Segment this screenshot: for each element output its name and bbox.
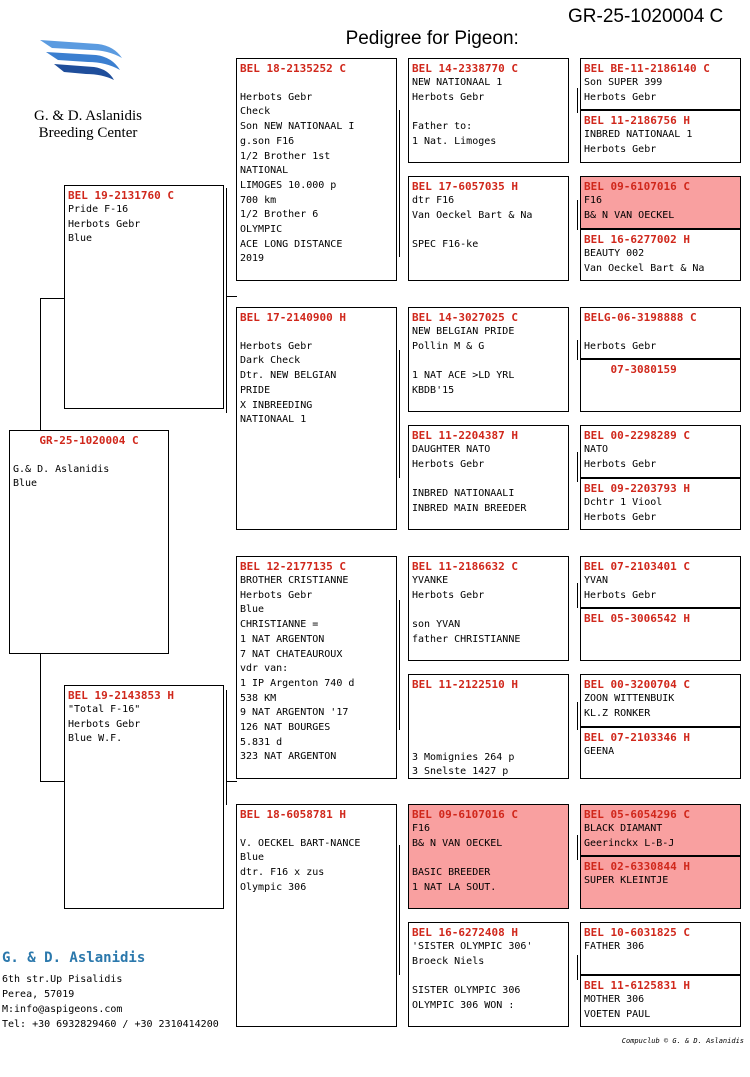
connector <box>577 88 578 113</box>
pigeon-info-line: 1/2 Brother 6 <box>240 209 319 221</box>
ring-number: BEL 16-6272408 H <box>412 926 518 939</box>
pigeon-info-line: 538 KM <box>240 692 277 704</box>
pigeon-card-g4-3[interactable] <box>580 176 741 229</box>
ring-number: BEL 18-2135252 C <box>240 62 346 75</box>
pigeon-info-line: 1 Nat. Limoges <box>412 135 497 147</box>
pigeon-info-line: BROTHER CRISTIANNE <box>240 575 349 586</box>
pigeon-info-line <box>412 354 565 369</box>
ring-number: BEL 11-2122510 H <box>412 678 518 691</box>
pigeon-info-line: "Total F-16" <box>68 704 141 715</box>
pigeon-info-line: Herbots Gebr <box>68 218 141 230</box>
connector <box>577 200 578 230</box>
ring-number: BEL 09-6107016 C <box>412 808 518 821</box>
connector <box>399 350 400 478</box>
pigeon-card-dam-sire[interactable] <box>236 556 397 779</box>
pigeon-info-line: vdr van: <box>240 663 289 675</box>
pigeon-info-line: BLACK DIAMANT <box>584 823 663 834</box>
ring-number: BEL 00-3200704 C <box>584 678 690 691</box>
pigeon-info-line: 1 NAT ARGENTON <box>240 633 325 645</box>
pigeon-info-line <box>412 223 565 238</box>
pigeon-info-line: YVANKE <box>412 575 449 586</box>
pigeon-info-line: BASIC BREEDER <box>412 867 491 879</box>
pigeon-info-line <box>412 969 565 984</box>
pigeon-info-line: 1 IP Argenton 740 d <box>240 677 355 689</box>
pigeon-card-g3-2[interactable] <box>408 176 569 281</box>
ring-number: BELG-06-3198888 C <box>584 311 697 324</box>
pigeon-info-line: Dtr. NEW BELGIAN <box>240 370 337 382</box>
pigeon-info-line: 1 NAT LA SOUT. <box>412 881 497 893</box>
pigeon-info-line: 9 NAT ARGENTON '17 <box>240 707 349 719</box>
pigeon-info-line <box>584 325 737 340</box>
pigeon-info-line: KL.Z RONKER <box>584 707 651 719</box>
pigeon-info-line <box>412 707 565 722</box>
pigeon-card-g4-1[interactable] <box>580 58 741 110</box>
connector <box>399 600 400 730</box>
pigeon-info-line: YVAN <box>584 575 609 586</box>
pigeon-card-g3-1[interactable] <box>408 58 569 163</box>
pigeon-info-line: G.& D. Aslanidis <box>13 463 110 475</box>
connector <box>226 296 237 297</box>
pigeon-info-line: Dchtr 1 Viool <box>584 497 663 508</box>
pigeon-info-line: V. OECKEL BART-NANCE <box>240 837 361 849</box>
ring-number: BEL 17-6057035 H <box>412 180 518 193</box>
ring-number: BEL 05-3006542 H <box>584 612 690 625</box>
pigeon-info-line: dtr F16 <box>412 195 455 206</box>
connector <box>226 188 227 413</box>
pigeon-card-g4-4[interactable] <box>580 229 741 281</box>
ring-number: BEL 12-2177135 C <box>240 560 346 573</box>
title-label: Pedigree for Pigeon: <box>345 28 519 49</box>
pigeon-info-line: KBDB'15 <box>412 384 455 396</box>
pigeon-card-sire[interactable] <box>64 185 224 409</box>
ring-number: BEL 10-6031825 C <box>584 926 690 939</box>
pigeon-info-line: ZOON WITTENBUIK <box>584 693 675 704</box>
pigeon-info-line: Dark Check <box>240 355 301 367</box>
pigeon-info-line: 2019 <box>240 253 265 265</box>
pigeon-info-line: 1 NAT ACE >LD YRL <box>412 370 515 382</box>
pigeon-card-g3-6[interactable] <box>408 674 569 779</box>
pigeon-info-line: DAUGHTER NATO <box>412 444 491 455</box>
pigeon-card-g4-11[interactable] <box>580 674 741 727</box>
pigeon-info-line: Herbots Gebr <box>240 91 313 103</box>
connector <box>577 452 578 482</box>
connector <box>226 690 227 805</box>
pigeon-info-line <box>13 448 165 463</box>
ring-number: BEL 11-2186756 H <box>584 114 690 127</box>
pigeon-info-line: Blue W.F. <box>68 733 123 745</box>
pigeon-info-line: Broeck Niels <box>412 955 485 967</box>
pigeon-info-line <box>412 692 565 707</box>
pigeon-info-line <box>240 822 393 837</box>
connector <box>40 298 41 431</box>
pigeon-info-line: Herbots Gebr <box>584 143 657 155</box>
pigeon-info-line: SPEC F16-ke <box>412 239 479 251</box>
pigeon-card-g4-6[interactable] <box>580 359 741 412</box>
pigeon-card-g3-8[interactable] <box>408 922 569 1027</box>
pigeon-info-line: NEW NATIONAAL 1 <box>412 77 503 88</box>
pigeon-card-dam[interactable] <box>64 685 224 909</box>
pigeon-info-line: 3 Snelste 1427 p <box>412 766 509 778</box>
ring-number: BEL 11-6125831 H <box>584 979 690 992</box>
pigeon-info-line: INBRED NATIONAALI <box>412 488 515 500</box>
ring-number: GR-25-1020004 C <box>39 434 139 447</box>
pigeon-info-line: VOETEN PAUL <box>584 1008 651 1020</box>
connector <box>577 955 578 980</box>
pigeon-info-line: dtr. F16 x zus <box>240 867 325 879</box>
ring-number: 07-3080159 <box>584 363 677 376</box>
pigeon-info-line: B& N VAN OECKEL <box>412 837 503 849</box>
ring-number: BEL 07-2103346 H <box>584 731 690 744</box>
ring-number: BEL 14-3027025 C <box>412 311 518 324</box>
pigeon-info-line: Herbots Gebr <box>240 340 313 352</box>
pigeon-info-line: Herbots Gebr <box>412 91 485 103</box>
connector <box>40 298 65 299</box>
pigeon-info-line: Pollin M & G <box>412 340 485 352</box>
pigeon-card-g4-15[interactable] <box>580 922 741 975</box>
connector <box>399 845 400 975</box>
pigeon-info-line: Father to: <box>412 121 473 133</box>
pigeon-info-line: Geerinckx L-B-J <box>584 837 675 849</box>
ring-number: BEL BE-11-2186140 C <box>584 62 710 75</box>
pigeon-info-line: CHRISTIANNE = <box>240 619 319 631</box>
pigeon-card-g3-5[interactable] <box>408 556 569 661</box>
pigeon-info-line: OLYMPIC <box>240 224 283 236</box>
pigeon-info-line: Blue <box>240 604 265 616</box>
title-ring-number: GR-25-1020004 C <box>568 6 724 27</box>
ring-number: BEL 19-2131760 C <box>68 189 174 202</box>
pigeon-info-line <box>412 851 565 866</box>
ring-number: BEL 09-2203793 H <box>584 482 690 495</box>
ring-number: BEL 18-6058781 H <box>240 808 346 821</box>
pigeon-info-line: INBRED MAIN BREEDER <box>412 502 527 514</box>
pigeon-card-g3-7[interactable] <box>408 804 569 909</box>
connector <box>399 110 400 257</box>
connector <box>226 781 237 782</box>
connector <box>577 583 578 608</box>
pigeon-info-line: 126 NAT BOURGES <box>240 722 331 734</box>
ring-number: BEL 05-6054296 C <box>584 808 690 821</box>
pigeon-info-line: Son SUPER 399 <box>584 77 663 88</box>
pigeon-card-subject[interactable] <box>9 430 169 654</box>
ring-number: BEL 14-2338770 C <box>412 62 518 75</box>
pigeon-info-line: BEAUTY 002 <box>584 248 645 259</box>
pigeon-info-line: Herbots Gebr <box>68 718 141 730</box>
breeder-address-line-1: 6th str.Up Pisalidis <box>2 974 123 985</box>
pigeon-info-line <box>412 105 565 120</box>
pigeon-card-g4-5[interactable] <box>580 307 741 359</box>
pigeon-info-line: Blue <box>68 233 93 245</box>
pigeon-card-g4-8[interactable] <box>580 478 741 530</box>
connector <box>577 702 578 730</box>
pigeon-info-line: GEENA <box>584 746 615 757</box>
pigeon-info-line: Check <box>240 106 271 118</box>
connector <box>40 653 41 781</box>
breeder-email[interactable]: M:info@aspigeons.com <box>2 1004 123 1015</box>
pigeon-info-line <box>240 76 393 91</box>
pigeon-card-g4-14[interactable] <box>580 856 741 909</box>
pigeon-info-line: 1/2 Brother 1st <box>240 150 331 162</box>
ring-number: BEL 07-2103401 C <box>584 560 690 573</box>
pigeon-card-g4-10[interactable] <box>580 608 741 661</box>
breeder-name: G. & D. Aslanidis <box>2 950 146 966</box>
pigeon-card-g4-16[interactable] <box>580 975 741 1027</box>
pigeon-info-line <box>412 472 565 487</box>
pigeon-info-line: NATIONAL <box>240 165 289 177</box>
pigeon-info-line: Herbots Gebr <box>584 340 657 352</box>
ring-number: BEL 11-2186632 C <box>412 560 518 573</box>
pigeon-info-line <box>412 736 565 751</box>
pigeon-info-line: Herbots Gebr <box>240 589 313 601</box>
pigeon-card-dam-dam[interactable] <box>236 804 397 1027</box>
pigeon-info-line: INBRED NATIONAAL 1 <box>584 129 693 140</box>
pigeon-info-line: LIMOGES 10.000 p <box>240 179 337 191</box>
pigeon-info-line: Van Oeckel Bart & Na <box>584 262 705 274</box>
pigeon-info-line: Van Oeckel Bart & Na <box>412 209 533 221</box>
connector <box>40 781 65 782</box>
pigeon-info-line: son YVAN <box>412 619 461 631</box>
ring-number: BEL 16-6277002 H <box>584 233 690 246</box>
ring-number: BEL 02-6330844 H <box>584 860 690 873</box>
pigeon-info-line: g.son F16 <box>240 135 295 147</box>
pigeon-info-line: B& N VAN OECKEL <box>584 209 675 221</box>
pigeon-info-line: NEW BELGIAN PRIDE <box>412 326 515 337</box>
pigeon-info-line: 3 Momignies 264 p <box>412 751 515 763</box>
pigeon-info-line: ACE LONG DISTANCE <box>240 238 343 250</box>
ring-number: BEL 00-2298289 C <box>584 429 690 442</box>
pigeon-info-line: Herbots Gebr <box>584 589 657 601</box>
pigeon-card-g4-12[interactable] <box>580 727 741 779</box>
pigeon-info-line: Blue <box>13 478 38 490</box>
pigeon-info-line: PRIDE <box>240 384 271 396</box>
pigeon-info-line: Herbots Gebr <box>584 511 657 523</box>
pigeon-info-line: father CHRISTIANNE <box>412 633 521 645</box>
ring-number: BEL 09-6107016 C <box>584 180 690 193</box>
pigeon-info-line <box>240 325 393 340</box>
pigeon-card-g4-9[interactable] <box>580 556 741 608</box>
pigeon-card-g4-2[interactable] <box>580 110 741 163</box>
footer-copyright: Compuclub © G. & D. Aslanidis <box>621 1037 744 1045</box>
pigeon-info-line: F16 <box>412 823 431 834</box>
pigeon-info-line: 700 km <box>240 194 277 206</box>
pigeon-info-line: X INBREEDING <box>240 399 313 411</box>
pigeon-info-line: NATIONAAL 1 <box>240 414 307 426</box>
pigeon-info-line: 7 NAT CHATEAUROUX <box>240 648 343 660</box>
ring-number: BEL 19-2143853 H <box>68 689 174 702</box>
logo-line-2: Breeding Center <box>38 125 138 141</box>
pigeon-info-line: SISTER OLYMPIC 306 <box>412 985 521 997</box>
pigeon-info-line: MOTHER 306 <box>584 994 645 1005</box>
pigeon-info-line: 'SISTER OLYMPIC 306' <box>412 941 533 952</box>
ring-number: BEL 17-2140900 H <box>240 311 346 324</box>
pigeon-info-line: Blue <box>240 852 265 864</box>
pigeon-card-g3-3[interactable] <box>408 307 569 412</box>
pigeon-info-line: F16 <box>584 195 603 206</box>
pigeon-card-g4-13[interactable] <box>580 804 741 856</box>
pigeon-info-line: Olympic 306 <box>240 881 307 893</box>
pigeon-info-line: 5.831 d <box>240 736 283 748</box>
ring-number: BEL 11-2204387 H <box>412 429 518 442</box>
pigeon-card-g3-4[interactable] <box>408 425 569 530</box>
pigeon-info-line: 323 NAT ARGENTON <box>240 751 337 763</box>
breeder-address-line-2: Perea, 57019 <box>2 989 75 1000</box>
pigeon-info-line: OLYMPIC 306 WON : <box>412 999 515 1011</box>
connector <box>577 835 578 860</box>
connector <box>577 340 578 360</box>
pigeon-info-line: Son NEW NATIONAAL I <box>240 121 355 133</box>
pigeon-info-line: FATHER 306 <box>584 941 645 952</box>
breeder-phone: Tel: +30 6932829460 / +30 2310414200 <box>2 1019 219 1030</box>
pigeon-card-sire-sire[interactable] <box>236 58 397 281</box>
pigeon-info-line: SUPER KLEINTJE <box>584 875 669 886</box>
pigeon-info-line <box>412 603 565 618</box>
pigeon-info-line: Herbots Gebr <box>412 458 485 470</box>
pigeon-info-line <box>412 721 565 736</box>
pigeon-card-g4-7[interactable] <box>580 425 741 478</box>
breeding-center-logo-icon <box>38 38 124 82</box>
pigeon-info-line: Pride F-16 <box>68 204 129 215</box>
pigeon-info-line: Herbots Gebr <box>412 589 485 601</box>
pigeon-card-sire-dam[interactable] <box>236 307 397 530</box>
pigeon-info-line: NATO <box>584 444 609 455</box>
logo-line-1: G. & D. Aslanidis <box>34 108 142 124</box>
pigeon-info-line: Herbots Gebr <box>584 458 657 470</box>
pigeon-info-line: Herbots Gebr <box>584 91 657 103</box>
